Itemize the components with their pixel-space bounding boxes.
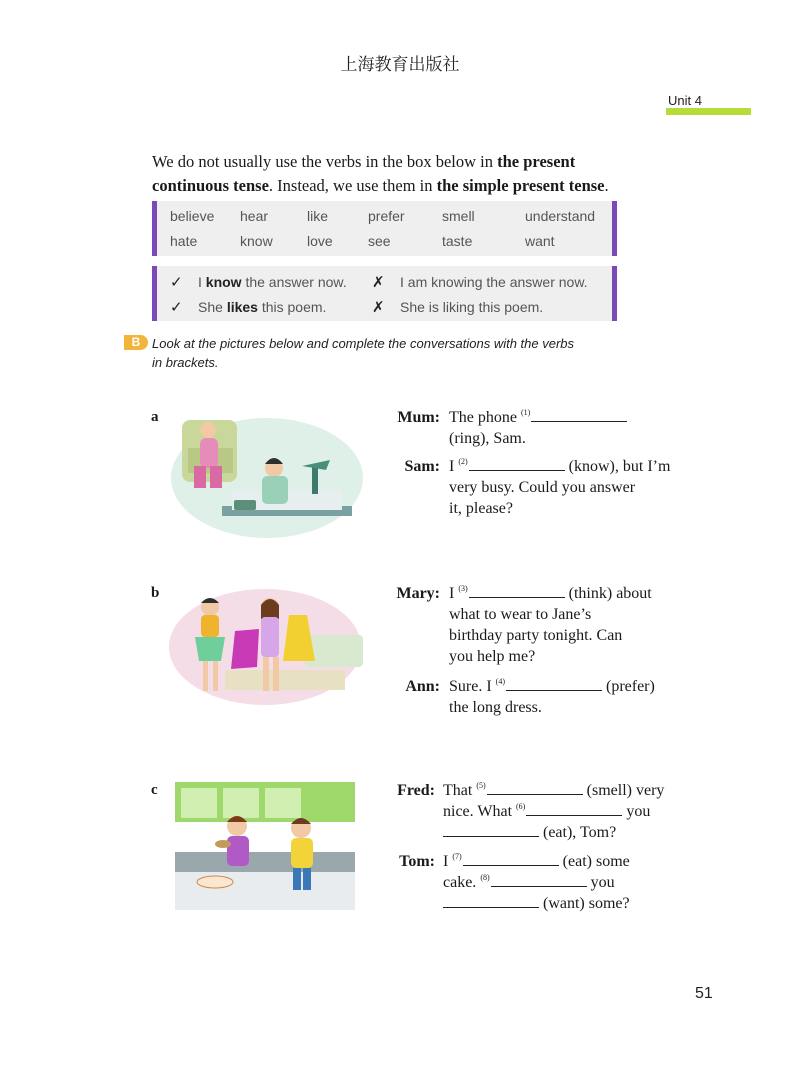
dialogue-line: birthday party tonight. Can xyxy=(449,627,623,644)
illustration-boys-kitchen xyxy=(175,782,355,912)
illustration-mum-phone xyxy=(162,408,367,540)
answer-blank-6-cont[interactable] xyxy=(443,822,539,837)
blank-number: (7) xyxy=(452,852,462,861)
instructions xyxy=(152,334,622,372)
answer-blank-1[interactable] xyxy=(531,407,627,422)
correct-example: She likes this poem. xyxy=(198,299,327,315)
dialogue-line: cake. $^{(8)}$ you xyxy=(443,873,615,891)
examples-box xyxy=(152,266,617,321)
dialogue-line: nice. What $^{(6)}$ you xyxy=(443,802,651,820)
verb-item: believe xyxy=(170,208,215,224)
item-letter-a: a xyxy=(151,409,159,425)
dialogue-line: the long dress. xyxy=(449,699,542,716)
speaker-mary: Mary: xyxy=(396,585,440,602)
blank-number: (4) xyxy=(495,677,505,686)
instruction-line: in brackets. xyxy=(152,355,219,370)
dialogue-line: (ring), Sam. xyxy=(449,430,526,447)
dialogue-line: it, please? xyxy=(449,500,513,517)
answer-blank-5[interactable] xyxy=(487,780,583,795)
box-right-bar xyxy=(612,201,617,256)
cross-icon: ✗ xyxy=(372,298,385,316)
answer-blank-6[interactable] xyxy=(526,801,622,816)
instruction-line: Look at the pictures below and complete the conversations with the verbs xyxy=(152,336,575,351)
intro-text: . Instead, we use them in xyxy=(268,176,437,195)
answer-blank-7[interactable] xyxy=(463,851,559,866)
dialogue-line: (want) some? xyxy=(443,893,630,915)
answer-blank-4[interactable] xyxy=(506,676,602,691)
dialogue-line: Sure. I $^{(4)}$ (prefer) xyxy=(449,677,655,695)
box-left-bar xyxy=(152,266,157,321)
wrong-example: She is liking this poem. xyxy=(400,299,544,315)
item-letter-c: c xyxy=(151,782,158,798)
intro-text: . xyxy=(604,176,609,195)
section-badge: B xyxy=(124,335,148,350)
verb-item: hate xyxy=(170,233,198,249)
dialogue-line: very busy. Could you answer xyxy=(449,479,636,496)
unit-accent-bar xyxy=(666,108,751,115)
dialogue-line: (eat), Tom? xyxy=(443,822,616,844)
verb-box xyxy=(152,201,617,256)
dialogue-line: you help me? xyxy=(449,648,536,665)
dialogue-line: That $^{(5)}$ (smell) very xyxy=(443,781,665,799)
speaker-fred: Fred: xyxy=(397,782,435,799)
speaker-mum: Mum: xyxy=(397,409,440,426)
dialogue-line: The phone $^{(1)}$ xyxy=(449,407,627,431)
wrong-example: I am knowing the answer now. xyxy=(400,274,588,290)
publisher-name: 上海教育出版社 xyxy=(340,55,460,75)
dialogue-line: I $^{(7)}$ (eat) some xyxy=(443,852,630,870)
blank-number: (8) xyxy=(480,873,490,882)
verb-item: want xyxy=(525,233,555,249)
page-number: 51 xyxy=(695,985,713,1002)
dialogue-line: I $^{(3)}$ (think) about xyxy=(449,584,652,602)
verb-item: know xyxy=(240,233,273,249)
tick-icon: ✓ xyxy=(170,273,183,291)
blank-number: (6) xyxy=(516,802,526,811)
box-right-bar xyxy=(612,266,617,321)
intro-bold-tense: the simple present tense xyxy=(436,176,605,195)
intro-text: We do not usually use the verbs in the box below in xyxy=(152,152,498,171)
illustration-girls-dresses xyxy=(165,585,368,715)
answer-blank-3[interactable] xyxy=(469,583,565,598)
answer-blank-8-cont[interactable] xyxy=(443,893,539,908)
unit-label: Unit 4 xyxy=(668,93,702,108)
speaker-ann: Ann: xyxy=(405,678,440,695)
speaker-tom: Tom: xyxy=(399,853,435,870)
intro-paragraph xyxy=(152,150,652,198)
verb-item: smell xyxy=(442,208,475,224)
verb-item: understand xyxy=(525,208,596,224)
cross-icon: ✗ xyxy=(372,273,385,291)
verb-item: love xyxy=(307,233,333,249)
speaker-sam: Sam: xyxy=(404,458,440,475)
blank-number: (5) xyxy=(476,781,486,790)
dialogue-line: what to wear to Jane’s xyxy=(449,606,592,623)
blank-number: (3) xyxy=(458,584,468,593)
item-letter-b: b xyxy=(151,585,160,601)
intro-bold-tense: the present continuous tense xyxy=(152,152,576,195)
correct-example: I know the answer now. xyxy=(198,274,347,290)
verb-item: hear xyxy=(240,208,269,224)
blank-number: (1) xyxy=(520,408,531,417)
blank-number: (2) xyxy=(458,457,468,466)
answer-blank-8[interactable] xyxy=(491,872,587,887)
verb-item: like xyxy=(307,208,329,224)
verb-item: taste xyxy=(442,233,473,249)
verb-item: prefer xyxy=(368,208,405,224)
box-left-bar xyxy=(152,201,157,256)
tick-icon: ✓ xyxy=(170,298,183,316)
verb-item: see xyxy=(368,233,391,249)
dialogue-line: I $^{(2)}$ (know), but I’m xyxy=(449,457,671,475)
answer-blank-2[interactable] xyxy=(469,456,565,471)
